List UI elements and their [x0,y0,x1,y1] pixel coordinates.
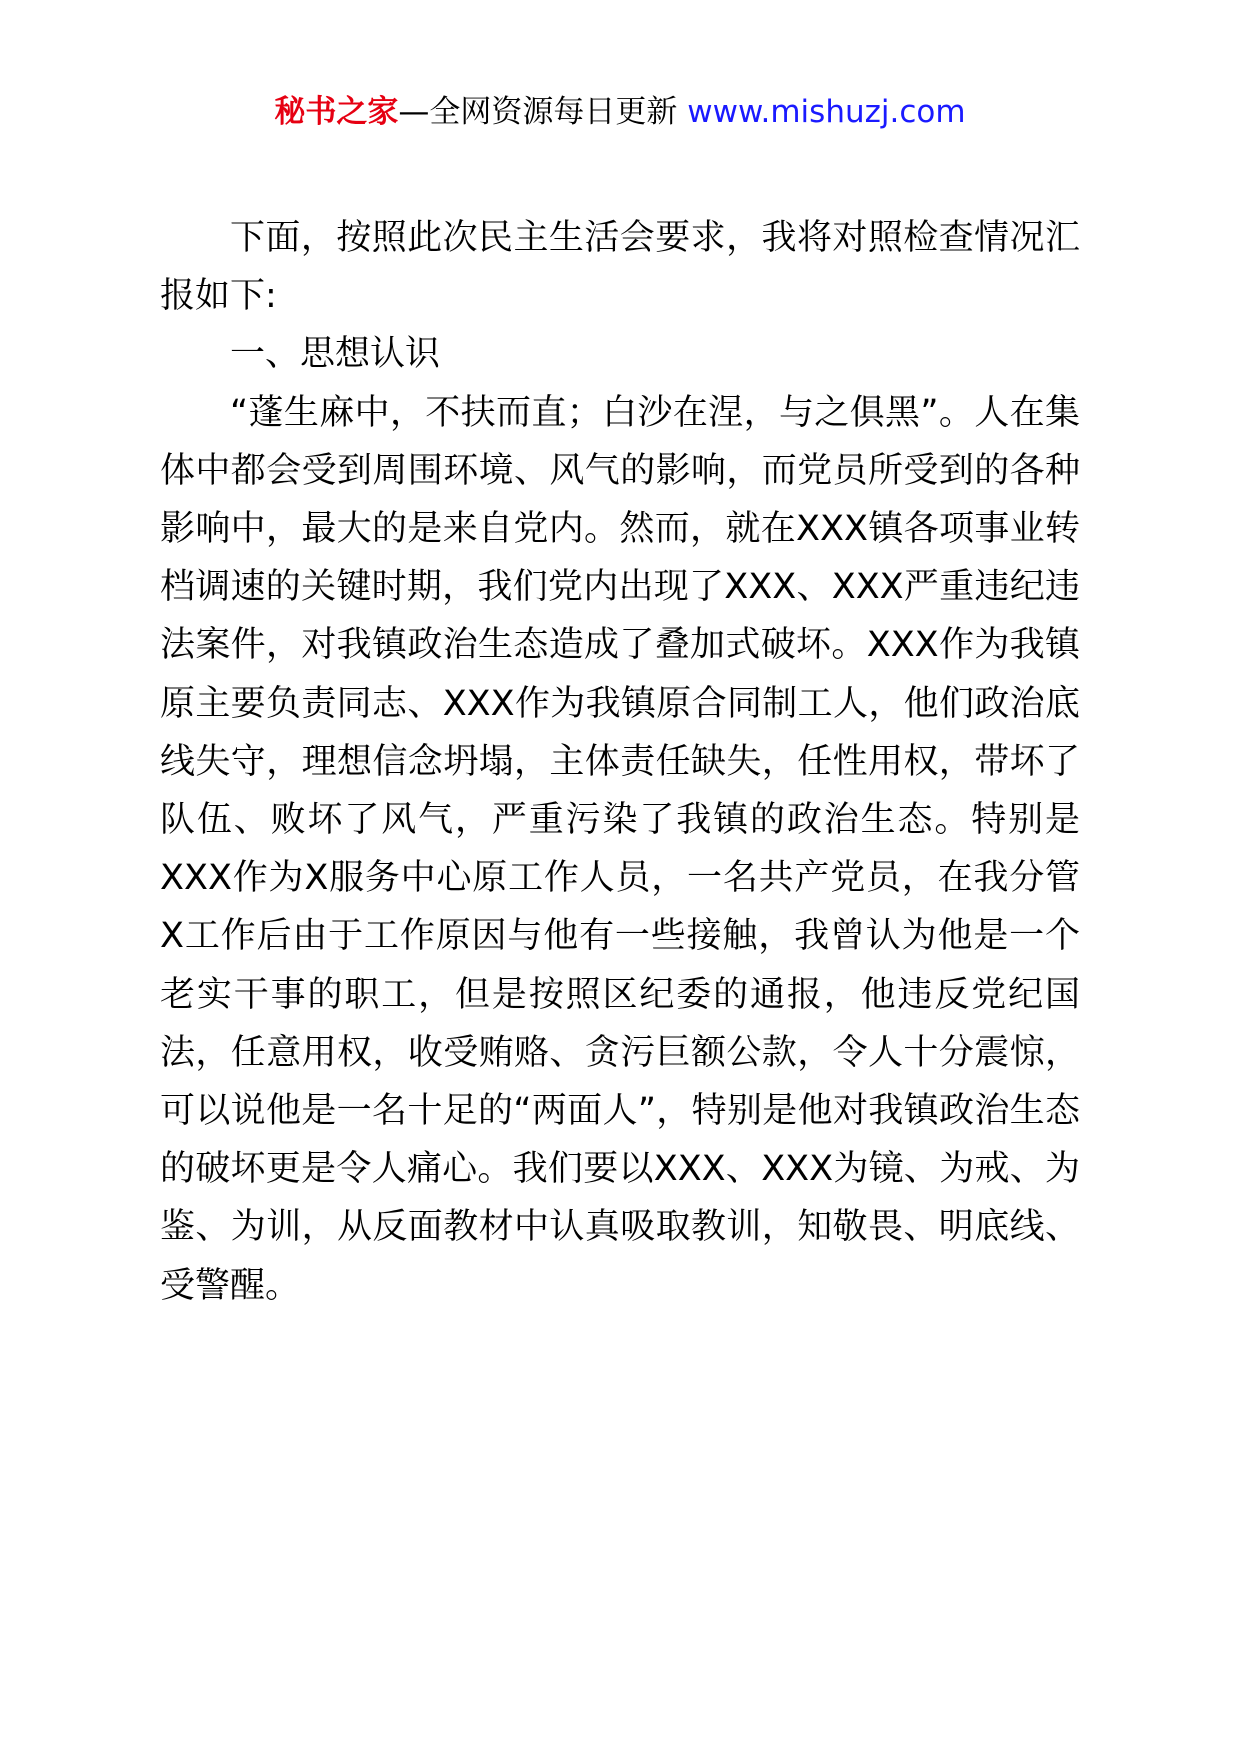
intro-paragraph: 下面，按照此次民主生活会要求，我将对照检查情况汇报如下: [160,218,1080,317]
site-url-link[interactable]: www.mishuzj.com [687,94,966,130]
document-body [160,209,1080,1315]
brand-name: 秘书之家 [274,94,399,130]
section-heading: 一、思想认识 [230,334,441,375]
page-header [0,92,1240,132]
header-tagline: —全网资源每日更新 [398,94,678,130]
body-paragraph: “蓬生麻中，不扶而直；白沙在涅，与之俱黑”。人在集体中都会受到周围环境、风气的影响，而党员所受到的各种影响中，最大的是来自党内。然而，就在XXX镇各项事业转档调速的关键时期，我们党内出现了XXX、XXX严重违纪违法案件，对我镇政治生态造成了叠加式破坏。XXX作为我镇原主要负责同志、XXX作为我镇原合同制工人，他们政治底线失守，理想信念坍塌，主体责任缺失，任性用权，带坏了队伍、败坏了风气，严重污染了我镇的政治生态。特别是XXX作为X服务中心原工作人员，一名共产党员，在我分管X工作后由于工作原因与他有一些接触，我曾认为他是一个老实干事的职工，但是按照区纪委的通报，他违反党纪国法，任意用权，收受贿赂、贪污巨额公款，令人十分震惊，可以说他是一名十足的“两面人”，特别是他对我镇政治生态的破坏更是令人痛心。我们要以XXX、XXX为镜、为戒、为鉴、为训，从反面教材中认真吸取教训，知敬畏、明底线、受警醒。 [160,392,1080,1306]
